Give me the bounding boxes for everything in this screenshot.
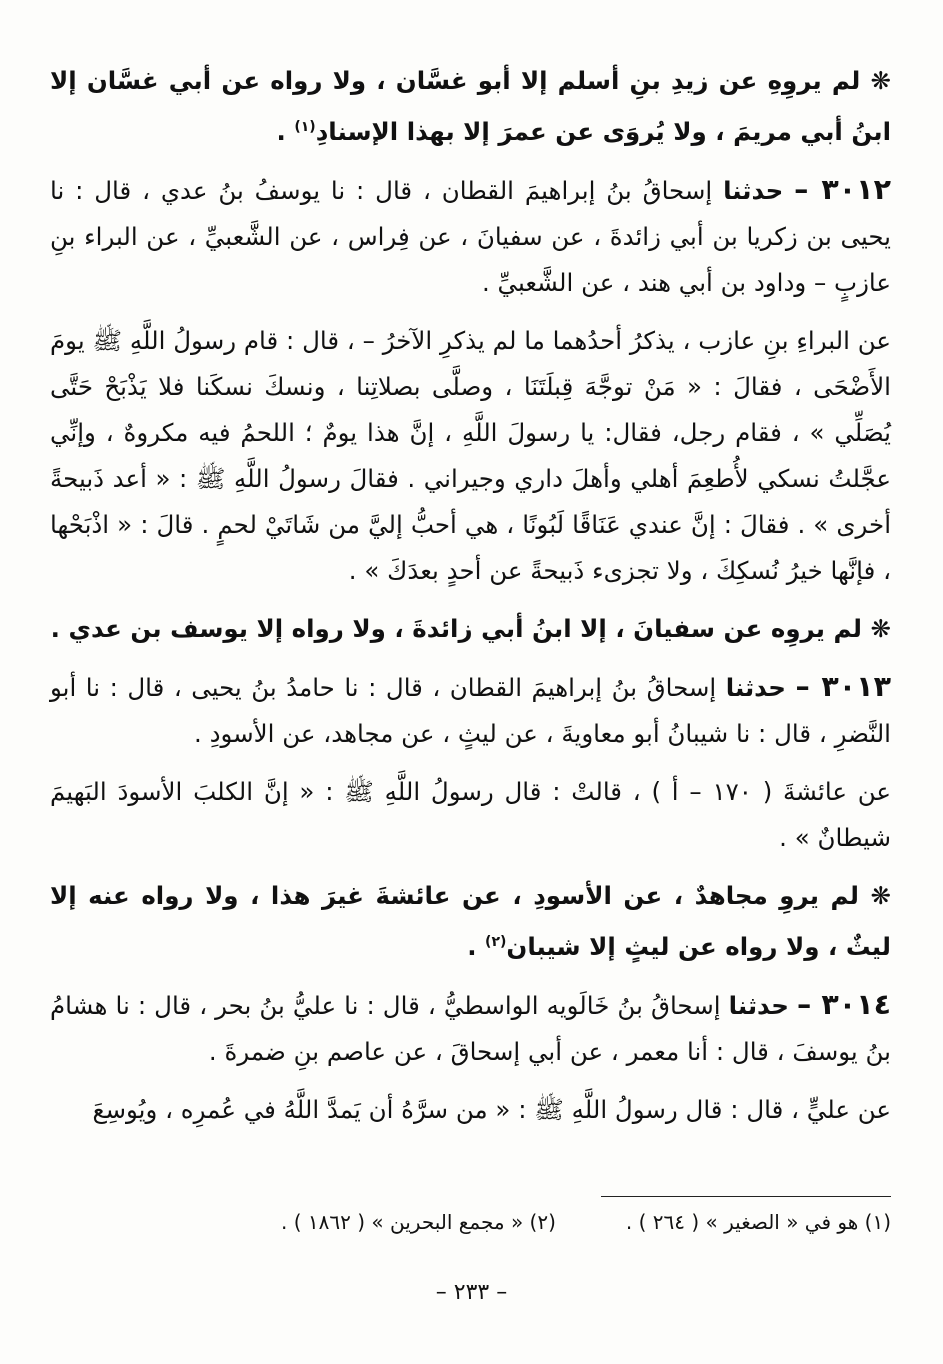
matn-text: عن البراءِ بنِ عازب ، يذكرُ أحدُهما ما لم يذكرِ الآخرُ – ، قال : قام رسولُ اللَّهِ ﷺ يومَ الأَضْحَى ، فقالَ : « مَنْ توجَّهَ قِبلَتَنَا ، وصلَّى بصلاتِنا ، ونسكَ نسكَنا فلا يَذْبَحْ حَتَّى يُصَلِّي » ، فقام رجل، فقال: يا رسولَ اللَّهِ ، إنَّ هذا يومٌ ؛ اللحمُ فيه مكروهٌ ، وإنِّي عجَّلتُ نسكي لأُطعِمَ أهلي وأهلَ داري وجيراني . فقالَ رسولُ اللَّهِ ﷺ : « أعد ذَبيحةً أخرى » . فقالَ : إنَّ عندي عَنَاقًا لَبُونًا ، هي أحبُّ إليَّ من شَاتَيْ لحمٍ . قالَ : « اذْبَحْها ، فإنَّها خيرُ نُسكِكَ ، ولا تجزىء ذَبيحةً عن أحدٍ بعدَكَ » .	[50, 326, 891, 586]
hadith-number: ٣٠١٤ –	[796, 988, 891, 1022]
editor-note	[50, 606, 891, 652]
hadith-isnad	[50, 664, 891, 757]
note-text: لم يروِ مجاهدٌ ، عن الأسودِ ، عن عائشةَ غيرَ هذا ، ولا رواه عنه إلا ليثٌ ، ولا رواه عن ليثٍ إلا شيبان	[50, 881, 891, 962]
hadith-number: ٣٠١٣ –	[795, 670, 891, 704]
hadith-matn	[50, 769, 891, 861]
star-icon: ❋	[870, 881, 891, 911]
editor-note	[50, 873, 891, 970]
footnote-divider	[601, 1196, 891, 1197]
hadith-number: ٣٠١٢ –	[794, 173, 891, 207]
hadith-matn	[50, 318, 891, 594]
footnotes	[50, 1205, 891, 1239]
note-end: .	[467, 932, 477, 962]
note-text: لم يروِه عن سفيانَ ، إلا ابنُ أبي زائدةَ ، ولا رواه إلا يوسف بن عدي .	[50, 614, 862, 644]
hadith-isnad	[50, 982, 891, 1075]
hadith-lead: حدثنا	[723, 176, 784, 206]
hadith-lead: حدثنا	[725, 673, 786, 703]
main-text	[50, 58, 891, 1133]
note-end: .	[276, 117, 286, 147]
editor-note	[50, 58, 891, 155]
isnad-text: إسحاقُ بنُ خَالَويه الواسطيُّ ، قال : نا عليُّ بنُ بحر ، قال : نا هشامُ بنُ يوسفَ ، قال : أنا معمر ، عن أبي إسحاقَ ، عن عاصم بنِ ضمرةَ .	[50, 991, 891, 1067]
page-number: – ٢٣٣ –	[435, 1280, 508, 1305]
footnote-1: (١) هو في « الصغير » ( ٢٦٤ ) .	[625, 1210, 891, 1234]
hadith-matn	[50, 1087, 891, 1133]
footnote-ref: (١)	[294, 119, 316, 135]
footnote-2: (٢) « مجمع البحرين » ( ١٨٦٢ ) .	[281, 1210, 556, 1234]
hadith-lead: حدثنا	[728, 991, 789, 1021]
isnad-text: إسحاقُ بنُ إبراهيمَ القطان ، قال : نا يوسفُ بنُ عدي ، قال : نا يحيى بن زكريا بن أبي زائدةَ ، عن سفيانَ ، عن فِراس ، عن الشَّعبيِّ ، عن البراء بنِ عازبٍ – وداود بن أبي هند ، عن الشَّعبيِّ .	[50, 176, 891, 298]
star-icon: ❋	[870, 66, 892, 95]
note-text: لم يروِهِ عن زيدِ بنِ أسلم إلا أبو غسَّان ، ولا رواه عن أبي غسَّان إلا ابنُ أبي مريمَ ، ولا يُروَى عن عمرَ إلا بهذا الإسنادِ	[50, 66, 891, 147]
matn-text: عن عائشةَ ( ١٧٠ – أ ) ، قالتْ : قال رسولُ اللَّهِ ﷺ : « إنَّ الكلبَ الأسودَ البَهيمَ شيطانٌ » .	[50, 777, 891, 853]
footnote-ref: (٢)	[485, 934, 507, 951]
hadith-isnad	[50, 167, 891, 306]
matn-text: عن عليٍّ ، قال : قال رسولُ اللَّهِ ﷺ : « من سرَّهُ أن يَمدَّ اللَّهُ في عُمرِه ، ويُوسِعَ	[92, 1095, 891, 1125]
isnad-text: إسحاقُ بنُ إبراهيمَ القطان ، قال : نا حامدُ بنُ يحيى ، قال : نا أبو النَّضرِ ، قال : نا شيبانُ أبو معاويةَ ، عن ليثٍ ، عن مجاهد، عن الأسودِ .	[50, 673, 891, 749]
star-icon: ❋	[870, 614, 891, 644]
